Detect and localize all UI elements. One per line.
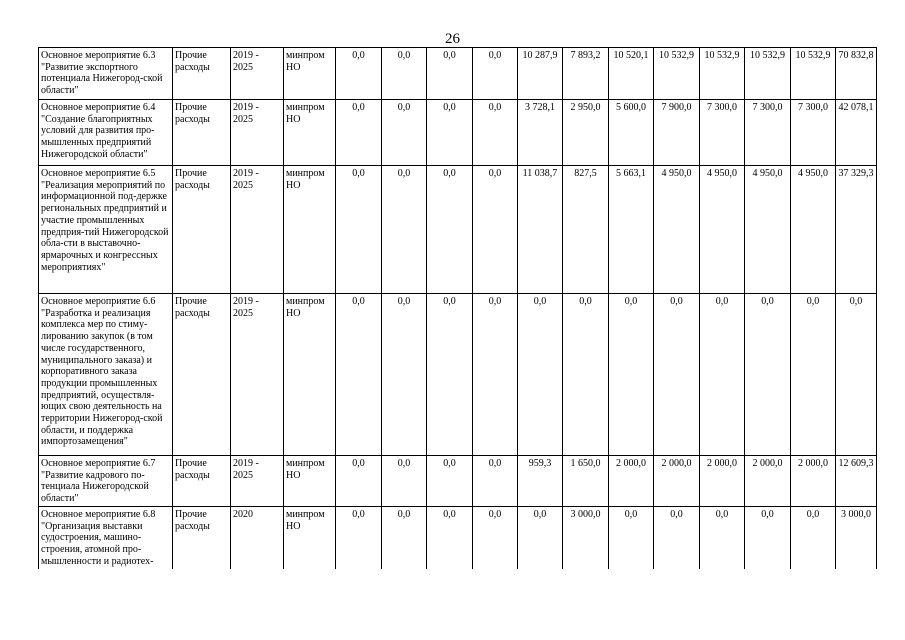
- activity-name-cell-text: Основное мероприятие 6.4 "Создание благоприятных условий для развития про-мышленных предприятий Нижегородской области": [41, 102, 156, 160]
- value-cell: 2 000,0: [791, 456, 836, 507]
- expense-type-cell-text: Прочие расходы: [175, 509, 210, 532]
- expense-type-cell: [173, 507, 231, 569]
- value-cell: 2 000,0: [745, 456, 791, 507]
- value-cell: 0,0: [700, 507, 745, 569]
- table-row: [39, 48, 877, 100]
- value-cell: 0,0: [473, 456, 518, 507]
- table-row: [39, 456, 877, 507]
- value-cell: 0,0: [382, 294, 427, 456]
- value-cell: 7 300,0: [700, 100, 745, 166]
- activity-name-cell: [39, 48, 173, 100]
- period-cell: [231, 166, 284, 294]
- executor-cell-text: минпром НО: [286, 296, 325, 319]
- value-cell: 7 900,0: [654, 100, 700, 166]
- value-cell: 0,0: [382, 456, 427, 507]
- executor-cell: [284, 294, 336, 456]
- value-cell: 5 663,1: [609, 166, 654, 294]
- activity-name-cell-text: Основное мероприятие 6.5 "Реализация мероприятий по информационной под-держке региональных предприятий и участие промышленных предприя-тий Нижегородской обла-сти в выставочно-ярмарочных и конгрессных мероприятиях": [41, 168, 169, 273]
- executor-cell-text: минпром НО: [286, 509, 325, 532]
- value-cell: 0,0: [745, 294, 791, 456]
- value-cell: 0,0: [427, 166, 473, 294]
- value-cell: 11 038,7: [518, 166, 563, 294]
- executor-cell: [284, 507, 336, 569]
- value-cell: 2 000,0: [654, 456, 700, 507]
- period-cell: [231, 294, 284, 456]
- value-cell: 0,0: [382, 100, 427, 166]
- period-cell-text: 2019 - 2025: [233, 458, 259, 481]
- period-cell-text: 2019 - 2025: [233, 102, 259, 125]
- value-cell: 0,0: [427, 294, 473, 456]
- executor-cell-text: минпром НО: [286, 168, 325, 191]
- activity-name-cell: [39, 294, 173, 456]
- value-cell: 0,0: [518, 507, 563, 569]
- value-cell: 4 950,0: [745, 166, 791, 294]
- value-cell: 0,0: [609, 507, 654, 569]
- value-cell: 0,0: [427, 456, 473, 507]
- period-cell-text: 2019 - 2025: [233, 168, 259, 191]
- value-cell: 10 532,9: [654, 48, 700, 100]
- expense-type-cell: [173, 48, 231, 100]
- table-row: [39, 100, 877, 166]
- period-cell: [231, 507, 284, 569]
- period-cell: [231, 100, 284, 166]
- executor-cell: [284, 166, 336, 294]
- value-cell: 10 532,9: [791, 48, 836, 100]
- period-cell-text: 2020: [233, 509, 253, 520]
- value-cell: 7 300,0: [745, 100, 791, 166]
- value-cell: 0,0: [427, 507, 473, 569]
- expense-type-cell-text: Прочие расходы: [175, 50, 210, 73]
- value-cell: 0,0: [654, 507, 700, 569]
- value-cell: 0,0: [427, 48, 473, 100]
- executor-cell: [284, 100, 336, 166]
- value-cell: 0,0: [336, 507, 382, 569]
- value-cell: 0,0: [336, 100, 382, 166]
- activity-name-cell-text: Основное мероприятие 6.8 "Организация выставки судостроения, машино-строения, атомной про-мышленности и радиотех-: [41, 509, 156, 567]
- value-cell: 0,0: [336, 294, 382, 456]
- executor-cell: [284, 456, 336, 507]
- value-cell: 0,0: [382, 48, 427, 100]
- executor-cell: [284, 48, 336, 100]
- value-cell: 0,0: [382, 507, 427, 569]
- activity-name-cell: [39, 507, 173, 569]
- period-cell-text: 2019 - 2025: [233, 50, 259, 73]
- activity-name-cell: [39, 456, 173, 507]
- activity-name-cell-text: Основное мероприятие 6.7 "Развитие кадрового по-тенциала Нижегородской области": [41, 458, 156, 505]
- expense-type-cell-text: Прочие расходы: [175, 296, 210, 319]
- value-cell: 0,0: [336, 48, 382, 100]
- table-row: [39, 507, 877, 569]
- value-cell: 0,0: [700, 294, 745, 456]
- period-cell: [231, 48, 284, 100]
- value-cell: 4 950,0: [654, 166, 700, 294]
- value-cell: 827,5: [563, 166, 609, 294]
- period-cell: [231, 456, 284, 507]
- value-cell: 0,0: [654, 294, 700, 456]
- value-cell: 0,0: [518, 294, 563, 456]
- page-number: 26: [445, 31, 460, 47]
- value-cell: 37 329,3: [836, 166, 877, 294]
- activity-name-cell-text: Основное мероприятие 6.6 "Разработка и реализация комплекса мер по стиму-лированию закупок (в том числе государственного, муниципального заказа) и корпоративного заказа продукции промышленных предприятий, осуществля-ющих свою деятельность на территории Нижегород-ской области, и поддержка импортозамещения": [41, 296, 163, 448]
- value-cell: 10 287,9: [518, 48, 563, 100]
- value-cell: 4 950,0: [791, 166, 836, 294]
- expense-type-cell-text: Прочие расходы: [175, 458, 210, 481]
- value-cell: 0,0: [563, 294, 609, 456]
- value-cell: 12 609,3: [836, 456, 877, 507]
- value-cell: 0,0: [609, 294, 654, 456]
- value-cell: 3 000,0: [836, 507, 877, 569]
- value-cell: 3 000,0: [563, 507, 609, 569]
- value-cell: 5 600,0: [609, 100, 654, 166]
- value-cell: 1 650,0: [563, 456, 609, 507]
- value-cell: 0,0: [473, 294, 518, 456]
- value-cell: 0,0: [427, 100, 473, 166]
- value-cell: 2 950,0: [563, 100, 609, 166]
- expense-type-cell: [173, 166, 231, 294]
- value-cell: 7 893,2: [563, 48, 609, 100]
- value-cell: 10 532,9: [700, 48, 745, 100]
- value-cell: 7 300,0: [791, 100, 836, 166]
- activity-name-cell: [39, 166, 173, 294]
- value-cell: 0,0: [382, 166, 427, 294]
- value-cell: 0,0: [473, 166, 518, 294]
- value-cell: 10 520,1: [609, 48, 654, 100]
- value-cell: 0,0: [473, 507, 518, 569]
- expense-type-cell-text: Прочие расходы: [175, 168, 210, 191]
- expense-type-cell-text: Прочие расходы: [175, 102, 210, 125]
- table-row: [39, 294, 877, 456]
- expense-type-cell: [173, 456, 231, 507]
- budget-table: [38, 47, 877, 569]
- value-cell: 42 078,1: [836, 100, 877, 166]
- value-cell: 2 000,0: [700, 456, 745, 507]
- value-cell: 70 832,8: [836, 48, 877, 100]
- value-cell: 0,0: [791, 294, 836, 456]
- executor-cell-text: минпром НО: [286, 102, 325, 125]
- value-cell: 2 000,0: [609, 456, 654, 507]
- value-cell: 0,0: [836, 294, 877, 456]
- value-cell: 0,0: [473, 48, 518, 100]
- period-cell-text: 2019 - 2025: [233, 296, 259, 319]
- activity-name-cell-text: Основное мероприятие 6.3 "Развитие экспортного потенциала Нижегород-ской области": [41, 50, 163, 97]
- expense-type-cell: [173, 100, 231, 166]
- value-cell: 0,0: [745, 507, 791, 569]
- expense-type-cell: [173, 294, 231, 456]
- value-cell: 0,0: [336, 166, 382, 294]
- value-cell: 4 950,0: [700, 166, 745, 294]
- value-cell: 3 728,1: [518, 100, 563, 166]
- table-row: [39, 166, 877, 294]
- activity-name-cell: [39, 100, 173, 166]
- value-cell: 10 532,9: [745, 48, 791, 100]
- value-cell: 959,3: [518, 456, 563, 507]
- table-body: [39, 48, 877, 569]
- value-cell: 0,0: [473, 100, 518, 166]
- value-cell: 0,0: [336, 456, 382, 507]
- executor-cell-text: минпром НО: [286, 50, 325, 73]
- value-cell: 0,0: [791, 507, 836, 569]
- executor-cell-text: минпром НО: [286, 458, 325, 481]
